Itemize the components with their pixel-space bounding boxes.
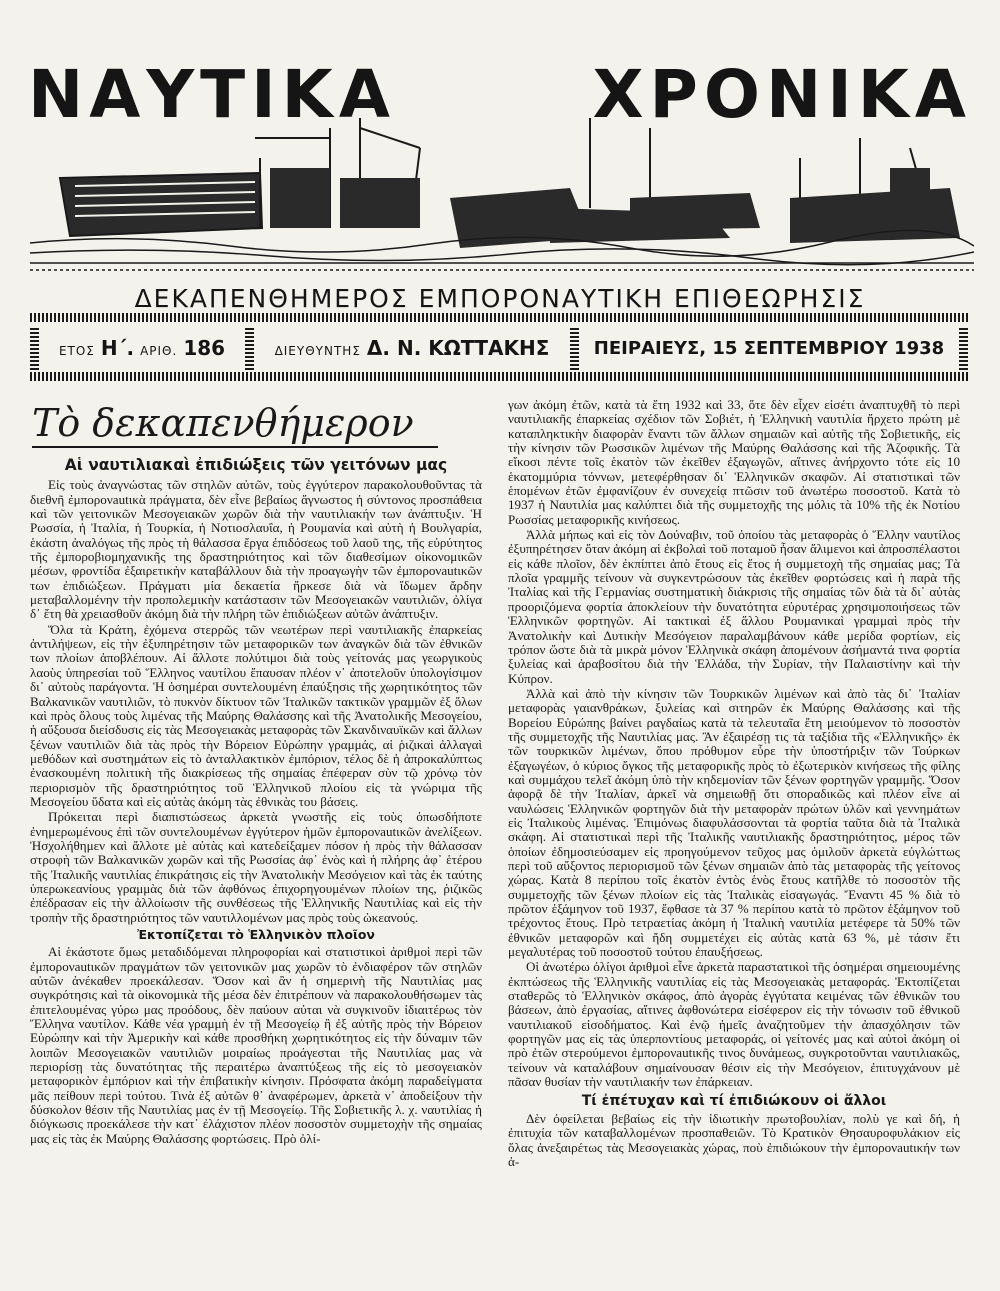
info-separator — [30, 326, 39, 370]
paragraph: Ὅλα τὰ Κράτη, ἐχόμενα στερρῶς τῶν νεωτέρων περὶ ναυτιλιακῆς ἐπαρκείας ἀντιλήψεων, εἰς τὴν ἐξυπηρέτησιν τῶν μεταφορικῶν των ἀναγκῶν διὰ τῶν ἐθνικῶν των πλοίων ἀποβλέπουν. Αἱ ἄλλοτε πολύτιμοι διὰ τοὺς γείτονάς μας γεωργικοὺς λαοὺς ὑπηρεσίαι τοῦ Ἕλληνος ναυτίλου ἔπαυσαν πλέον ν᾽ ἀποτελοῦν ὑπολογίσιμον δι᾽ αὐτοὺς παράγοντα. Ἡ ὁσημέραι συντελουμένη ἐπαύξησις τῆς χωρητικότητος τῶν Βαλκανικῶν ναυτιλιῶν, τὸ πυκνὸν δίκτυον τῶν Ἰταλικῶν τακτικῶν γραμμῶν ἐξ ὅλων καὶ πρὸς ὅλους τοὺς λιμένας τῆς Μαύρης Θαλάσσης καὶ τῆς Ἀνατολικῆς Μεσογείου, ἡ αὔξουσα διείσδυσις εἰς τὰς Μεσογειακὰς μεταφορὰς τῶν Σκανδιναυϊκῶν καὶ ἄλλων ξένων ναυτιλιῶν διὰ τὰς πρὸς τὴν Βόρειον Εὐρώπην γραμμάς, αἱ ῥιζικαὶ ἀλλαγαὶ μεθόδων καὶ συστημάτων εἰς τὸ ἀνταλλακτικὸν ἐμπόριον, τέλος δὲ ἡ ἀπροκαλύπτως ἐνασκουμένη πολιτικὴ τῆς διακρίσεως τῆς σημαίας ἐπέφεραν σὺν τῷ χρόνῳ τὸν περιορισμὸν τῆς δραστηριότητος τοῦ Ἑλληνικοῦ πλοίου εἰς τὰ γνώριμα τῆς Μεσογείου ὕδατα καὶ εἰς αὐτὰς ἀκόμη τὰς ἐθνικὰς του βάσεις. — [30, 621, 482, 809]
article-headline: Αἱ ναυτιλιακαὶ ἐπιδιώξεις τῶν γειτόνων μας — [64, 456, 448, 474]
subheading: Τί ἐπέτυχαν καὶ τί ἐπιδιώκουν οἱ ἄλλοι — [581, 1092, 887, 1109]
issue-cell — [39, 336, 245, 360]
year-label: ΕΤΟΣ — [58, 344, 95, 358]
issue-info-bar — [30, 326, 968, 370]
place-date: ΠΕΙΡΑΙΕΥΣ, 15 ΣΕΠΤΕΜΒΡΙΟΥ 1938 — [593, 337, 945, 359]
year-value: Η΄. — [100, 336, 135, 360]
right-column — [508, 398, 960, 1170]
paragraph: Πρόκειται περὶ διαπιστώσεως ἀρκετὰ γνωστῆς εἰς τοὺς ὁπωσδήποτε ἐνημερωμένους ἐπὶ τῶν συντελουμένων ἐγγύτερον ἡμῶν ἐμπορονautικῶν ἀνελίξεων. Ἠσχολήθημεν καὶ ἄλλοτε μὲ αὐτὰς καὶ κατεδείξαμεν πόσον ἡ πρὸς τὴν θάλασσαν στροφὴ τῶν Βαλκανικῶν χωρῶν καὶ τῆς Ρωσσίας ἀφ᾽ ἑνὸς καὶ ἡ πλήρης ἀφ᾽ ἑτέρου τῆς Ἰταλικῆς ναυτιλίας ἐπικράτησις εἰς τὴν Ἀνατολικὴν Μεσόγειον καὶ τὰς ἐκ ταύτης ὑπερωκεανίους γραμμὰς διὰ τῶν ἀφθόνως ἐπιχορηγουμένων πλοίων της, ῥιζικῶς ἐπέδρασαν εἰς τὴν ἀλλοίωσιν τῆς συνθέσεως τῆς Ἑλληνικῆς Ναυτιλίας καὶ εἰς τὴν τροπὴν τῆς δραστηριότητος τῶν ναυτιλλομένων μας πρὸς τοὺς ὠκεανούς. — [30, 809, 482, 925]
paragraph: Οἱ ἀνωτέρω ὀλίγοι ἀριθμοὶ εἶνε ἀρκετὰ παραστατικοὶ τῆς ὁσημέραι σημειουμένης ἐκπτώσεως τῆς Ἑλληνικῆς ναυτιλίας εἰς τὰς Μεσογειακὰς μεταφοράς. Ἐκτοπίζεται σταθερῶς τὸ Ἑλληνικὸν σκάφος, ἀπὸ ἀγορὰς ἐγγύτατα κειμένας τῶν ἐθνικῶν του βάσεων, ἀπὸ ἐργασίας, αἵτινες ἀφθονώτερα εἰσέφερον εἰς τὴν τόνωσιν τοῦ ἐθνικοῦ ναυτιλιακοῦ εἰσοδήματος. Καὶ ἐνῷ ἡμεῖς ἀναζητοῦμεν τὴν ἀπασχόλησιν τῶν φορτηγῶν μας εἰς τὰς ὑπερποντίους μεταφοράς, οἱ γείτονές μας καὶ αὐτοὶ ἀκόμη οἱ πρὸ ἐτῶν στερούμενοι ἐμπορονautικῆς τινος δυνάμεως, συγκροτοῦνται ναυτιλιακῶς, τείνουν νὰ καταλάβουν σημαίνουσαν θέσιν εἰς τὴν Μεσόγειον, ἐπιτυγχάνουν μὲ πᾶσαν θυσίαν τὴν ναυτιλιακήν των ἐπάρκειαν. — [508, 959, 960, 1090]
place-date-cell — [579, 338, 959, 359]
director-label: ΔΙΕΥΘΥΝΤΗΣ — [274, 344, 361, 358]
masthead-subtitle: ΔΕΚΑΠΕΝΘΗΜΕΡΟΣ ΕΜΠΟΡΟΝΑΥΤΙΚΗ ΕΠΙΘΕΩΡΗΣΙΣ — [134, 284, 866, 313]
masthead-title-right: ΧΡΟΝΙΚΑ — [592, 56, 972, 133]
article-columns — [30, 398, 970, 1291]
section-title: Τὸ δεκαπενθήμερον — [32, 400, 438, 448]
paragraph: Δὲν ὀφείλεται βεβαίως εἰς τὴν ἰδιωτικὴν πρωτοβουλίαν, πολὺ γε καὶ δή, ἡ ἐπιτυχία τῶν καταβαλλομένων προσπαθειῶν. Τὸ Κρατικὸν Θησαυροφυλάκιον εἰς ὅλας ἀνεξαιρέτως τὰς Μεσογειακὰς χώρας, ποὺ ἐπιδιώκουν τὴν ἐμπορονautικήν των ἀ- — [508, 1110, 960, 1169]
info-separator — [570, 326, 579, 370]
paragraph: Ἀλλὰ καὶ ἀπὸ τὴν κίνησιν τῶν Τουρκικῶν λιμένων καὶ ἀπὸ τὰς δι᾽ Ἰταλίαν μεταφορὰς γαιανθράκων, ξυλείας καὶ σιτηρῶν ἐκ Μαύρης Θαλάσσης καὶ τῆς Βορείου Εὐρώπης βαίνει ραγδαίως κατὰ τὰ τελευταῖα ἔτη μειούμενον τὸ ποσοστὸν τῆς συμμετοχῆς τῆς Ναυτιλίας μας. Ἂν ἐξαιρέσῃ τις τὰ ταξίδια τῆς «Ἑλληνικῆς» ἐκ τῶν τουρκικῶν λιμένων, ὅπου πρόθυμον εὗρε τὴν ὑποστήριξιν τῶν Τούρκων ἐξαγωγέων, ὁ κύριος ὄγκος τῆς μεταφορικῆς πρὸς τὸ ἐξωτερικὸν κινήσεως τῆς φίλης καὶ συμμάχου τελεῖ ἀκόμη ὑπὸ τὴν κηδεμονίαν τῶν ξένων φορτηγῶν γραμμῆς. Ὅσον ἀφορᾷ δὲ τὴν Ἰταλίαν, ἀρκεῖ νὰ σημειωθῇ ὅτι σποραδικῶς καὶ πλέον εἶνε αἱ ναυλώσεις Ἑλληνικῶν φορτηγῶν διὰ τὴν μεταφορὰν πρώτων ὑλῶν καὶ γεννημάτων εἰς Ἰταλικοὺς λιμένας. Ἐπιμόνως διαφυλάσσονται τὰ φορτία ταῦτα διὰ τὰ Ἰταλικὰ σκάφη. Αἱ στατιστικαὶ περὶ τῆς Ἰταλικῆς ναυτιλιακῆς δραστηριότητος, μέρος τῶν ὁποίων ἐδημοσιεύσαμεν εἰς προηγούμενον τεῦχος μας ὁμιλοῦν ἀρκετὰ εὐγλώττως περὶ τοῦ αὔξοντος περιορισμοῦ τῶν ξένων σημαιῶν ἀπὸ τὰς μεταφορὰς τῆς γείτονος χώρας. Κατὰ 8 περίπου τοῖς ἑκατὸν ἐντὸς ἑνὸς ἔτους κατῆλθε τὸ ποσοστὸν τῆς συμμετοχῆς τῶν ξένων πλοίων εἰς τὰς Ἰταλικὰς εἰσαγωγάς. Ἔναντι 45 % διὰ τὸ πρῶτον ἑξάμηνον τοῦ 1937, ἔφθασε τὰ 37 % περίπου κατὰ τὸ πρῶτον ἑξάμηνον τοῦ τρέχοντος ἔτους. Πρὸ τετραετίας ἀκόμη ἡ Ἰταλικὴ ναυτιλία μετέφερε τὰ 50% τῶν ἐθνικῶν μεταφορῶν καὶ ἤδη συμμετέχει εἰς αὐτὰς κατὰ 63 %, μὲ τάσιν ἔτι μεγαλυτέρας τοῦ ποσοστοῦ τούτου ἐπαυξήσεως. — [508, 685, 960, 960]
bottom-rule — [30, 372, 968, 381]
paragraph: Ἀλλὰ μήπως καὶ εἰς τὸν Δούναβιν, τοῦ ὁποίου τὰς μεταφορὰς ὁ Ἕλλην ναυτίλος ἐξυπηρέτησεν ὅταν ἀκόμη αἱ ἐκβολαὶ τοῦ ποταμοῦ ἦσαν ἄλιμενοι καὶ ἀπροσπέλαστοι εἰς κάθε πλοῖον, δὲν ἐκπίπτει ἀπὸ ἔτους εἰς ἔτος ἡ συμμετοχὴ τῆς σημαίας μας; Τὰ πλοῖα γραμμῆς τείνουν νὰ συγκεντρώσουν τὰς ἐκεῖθεν φορτώσεις καὶ ἡ παρὰ τῆς Ἰταλίας καὶ τῆς Γερμανίας συστηματικὴ διάκρισις τῆς σημαίας τῶν διὰ τὰ δι᾽ αὐτὰς προοριζόμενα φορτία ἀποκλείουν τὴν δυνατότητα εὐρυτέρας χρησιμοποιήσεως τῶν Ἑλληνικῶν φορτηγῶν. Αἱ τακτικαὶ ἐξ ἄλλου Ρουμανικαὶ γραμμαὶ πρὸς τὴν Ἀνατολικὴν καὶ Δυτικὴν Μεσόγειον παραλαμβάνουν κάθε μερίδα φορτίων, εἰς τρόπον ὥστε διὰ τὰ μικρὰ μόνον Ἑλληνικὰ σκάφη ἀπομένουν ἀσήμαντά τινα φορτία ξυλείας καὶ ἀραβοσίτου διὰ τὴν Ἑλλάδα, τὴν Συρίαν, τὴν Παλαιστίνην καὶ τὴν Κύπρον. — [508, 527, 960, 686]
info-separator — [959, 326, 968, 370]
masthead-title-left: ΝΑΥΤΙΚΑ — [28, 56, 396, 133]
top-rule — [30, 313, 968, 322]
director-cell — [254, 336, 570, 360]
paragraph: Αἱ ἑκάστοτε ὅμως μεταδιδόμεναι πληροφορίαι καὶ στατιστικοὶ ἀριθμοὶ περὶ τῶν ἐμπορονautικῶν πραγμάτων τῶν γειτονικῶν μας χωρῶν τὸ ἐνδιαφέρον τῶν στηλῶν αὐτῶν ἀνέκαθεν προεκάλεσαν. Ὅσον καὶ ἂν ἡ σημερινὴ τῆς Ναυτιλίας μας συγκρότησις καὶ τὰ οἰκονομικὰ τῆς μέσα δὲν ἐπιτρέπουν νὰ παρακολουθήσωμεν τὰς ἐπιτελουμένας γύρω μας προόδους, δὲν παύουν αὐται νὰ συγκινοῦν ἰδιαιτέρως τὸν Ἕλληνα ναυτίλον. Κάθε νέα γραμμὴ ἐν τῇ Μεσογείῳ ἢ ἐξ αὐτῆς πρὸς τὴν Βόρειον Εὐρώπην καὶ τὴν Ἀμερικὴν καὶ κάθε προσθήκη χωρητικότητος εἰς τὴν δύναμιν τῶν λοιπῶν Μεσογειακῶν ναυτιλιῶν μοιραίως προάγεσται τῆς Ναυτιλίας μας νὰ περιορίσῃ τὰς δυνατότητας τῆς περαιτέρω ἀναπτύξεως τῆς εἰς τὸ μεσογειακὸν μεταφορικὸν ἐμπόριον καὶ τὴν ἐπιβατικὴν κίνησιν. Πρόσφατα ἀκόμη παραδείγματα μᾶς πείθουν περὶ τούτου. Τινὰ ἐξ αὐτῶν θ᾽ ἀναφέρωμεν, ἀρκετὰ ν᾽ ἀποδείξουν τὴν δύσκολον θέσιν τῆς Ναυτιλίας μας ἐν τῇ Μεσογείῳ. Τῆς Σοβιετικῆς λ. χ. ναυτιλίας ἡ διόγκωσις προεκάλεσε τὴν κατ᾽ ἐλάχιστον πλέον ποσοστὸν συμμετοχὴν τῆς σημαίας μας εἰς τὰς ἐκ Μαύρης Θαλάσσης φορτώσεις. Πρὸ ὀλί- — [30, 944, 482, 1146]
issue-number: 186 — [183, 336, 226, 360]
subheading: Ἐκτοπίζεται τὸ Ἑλληνικὸν πλοῖον — [137, 927, 375, 942]
director-name: Δ. Ν. ΚΩΤΤΑΚΗΣ — [366, 336, 550, 360]
left-column — [30, 398, 482, 1147]
issue-label: ΑΡΙΘ. — [140, 344, 178, 358]
paragraph: γων ἀκόμη ἐτῶν, κατὰ τὰ ἔτη 1932 καὶ 33, ὅτε δὲν εἶχεν εἰσέτι ἀναπτυχθῆ τὸ περὶ ναυτιλιακῆς ἐπαρκείας σχέδιον τῶν Σοβιέτ, ἡ Ἑλληνικὴ ναυτιλία ἤρχετο πρώτη μὲ καταπληκτικὴν διαφορὰν ἔναντι τῶν ἄλλων σημαιῶν καὶ αὐτῆς τῆς Σοβιετικῆς, εἰς τὴν κίνησιν τῶν Ρωσσικῶν λιμένων τῆς Μαύρης Θαλάσσης καὶ τῆς Ἀζοφικῆς. Τὰ εἴκοσι πέντε τοῖς ἑκατὸν τῶν ἐκεῖθεν ἐξαγωγῶν, αἵτινες ἀνήρχοντο τότε εἰς 10 ἑκατομμύρια τόννων, μετεφέρθησαν δι᾽ Ἑλληνικῶν σκαφῶν. Αἱ στατιστικαὶ τῶν ἑπομένων ἐτῶν ἐμφανίζουν ἐν συνεχείᾳ πτῶσιν τοῦ ἀνωτέρω ποσοστοῦ. Κατὰ τὸ 1937 ἡ Ναυτιλία μας καλύπτει διὰ τῆς συμμετοχῆς της μόλις τὰ 10% τῆς ἐκ Νοτίου Ρωσσίας μεταφορικῆς κινήσεως. — [508, 397, 960, 527]
harbor-ships-illustration — [30, 118, 974, 278]
info-separator — [245, 326, 254, 370]
paragraph: Εἰς τοὺς ἀναγνώστας τῶν στηλῶν αὐτῶν, τοὺς ἐγγύτερον παρακολουθοῦντας τὰ διεθνῆ ἐμπορονautικὰ πράγματα, δὲν εἶνε βεβαίως ἄγνωστος ἡ σύντονος προσπάθεια καὶ τῶν γειτονικῶν Μεσογειακῶν χωρῶν διὰ τὴν ναυτιλιακήν των ἀνάπτυξιν. Ἡ Ρωσσία, ἡ Ἰταλία, ἡ Τουρκία, ἡ Νοτιοσλαυΐα, ἡ Ρουμανία καὶ αὐτὴ ἡ Βουλγαρία, ἑκάστη ἀναλόγως τῆς πρὸς τὴ θάλασσα ἔργα ἐπιδόσεως τοῦ λαοῦ της, τῆς εὐρύτητος τῆς ἐμποροβιομηχανικῆς της δραστηριότητος καὶ τῶν διαθεσίμων οἰκονομικῶν μέσων, φροντίδα ἐξαιρετικὴν καταβάλλουν διὰ τὴν προαγωγὴν τῶν ἐμπορονautικῶν των ἐπιδιώξεων. Πράγματι μία δεκαετία ἤρκεσε διὰ νὰ ἴδωμεν ἄρδην μεταβαλλομένην τὴν προπολεμικὴν κατάστασιν τῶν Μεσογειακῶν ναυτιλιῶν, ὀλίγα δ᾽ ἔτη θὰ χρειασθοῦν ἀκόμη διὰ τὴν πλήρη τῶν ἐπιδιώξεων αὐτῶν ἀνάπτυξιν. — [30, 477, 482, 622]
